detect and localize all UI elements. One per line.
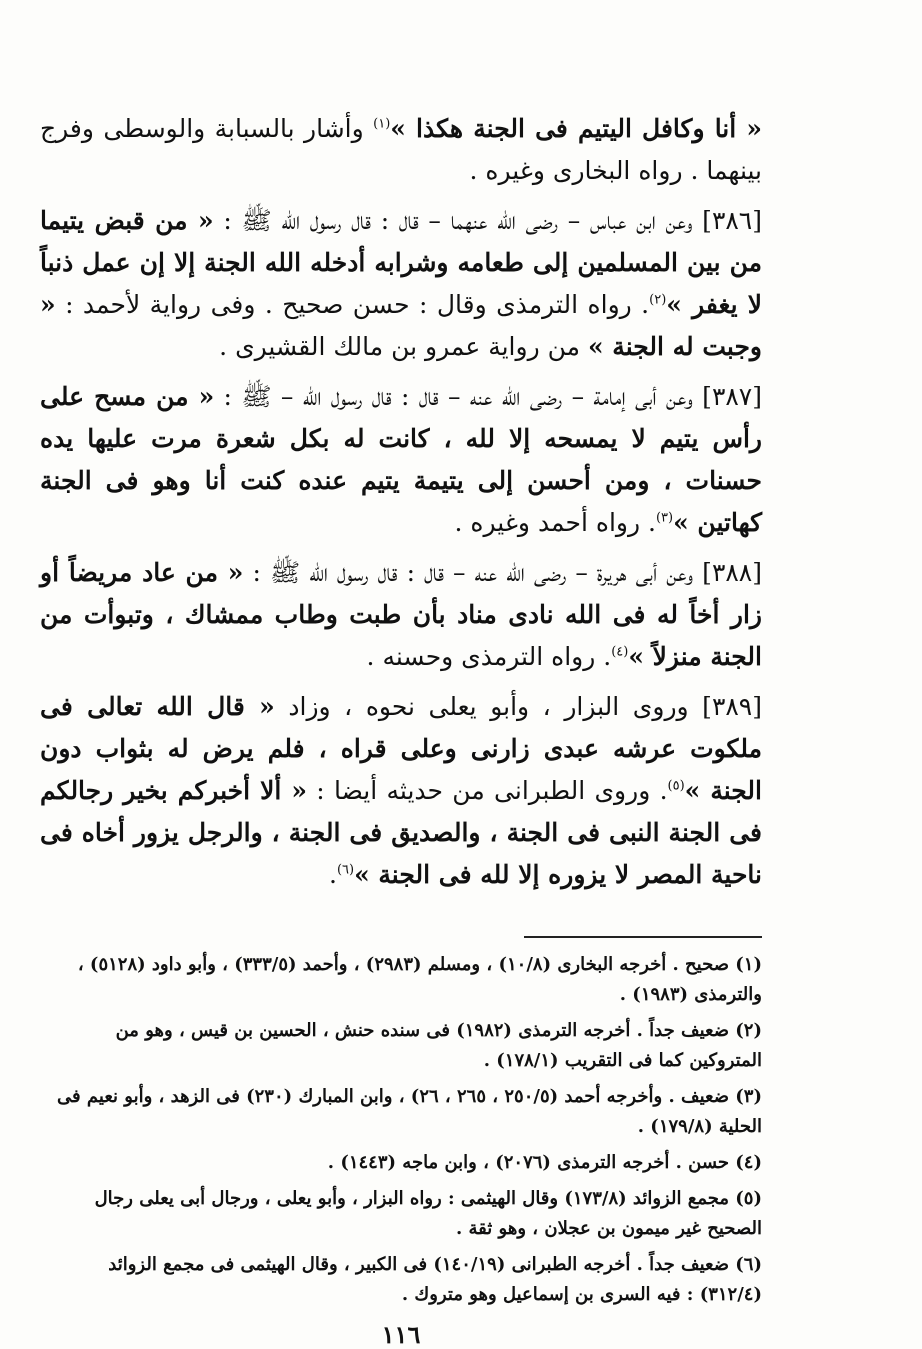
footnote-ref: (٦) bbox=[336, 862, 355, 878]
hadith-quote: « من عاد مريضاً أو زار أخاً له فى الله نادى مناد بأن طبت وطاب ممشاك ، وتبوأت من الجنة منزلاً » bbox=[40, 558, 762, 671]
hadith-quote: « قال الله تعالى فى ملكوت عرشه عبدى زارنى وعلى قراه ، فلم يرض له بثواب دون الجنة » bbox=[40, 692, 762, 805]
paragraph-text: وعن أبى إمامة – رضى الله عنه – قال : قال رسول الله – ﷺ : bbox=[214, 382, 703, 411]
page-number: ١١٦ bbox=[381, 1320, 421, 1349]
paragraph-text: وروى البزار ، وأبو يعلى نحوه ، وزاد bbox=[274, 692, 703, 721]
footnote-5: (٥) مجمع الزوائد (١٧٣/٨) وقال الهيثمى : رواه البزار ، وأبو يعلى ، ورجال أبى يعلى رجال الصحيح غير ميمون بن عجلان ، وهو ثقة . bbox=[94, 1188, 762, 1239]
hadith-quote: « أنا وكافل اليتيم فى الجنة هكذا » bbox=[390, 114, 763, 143]
footnote-ref: (٥) bbox=[667, 778, 685, 794]
paragraph-387 bbox=[40, 376, 762, 544]
footnote-ref: (٣) bbox=[655, 510, 674, 526]
hadith-number: [٣٨٨] bbox=[702, 558, 762, 587]
paragraph-388 bbox=[40, 552, 762, 678]
main-text bbox=[40, 108, 762, 896]
paragraph-389 bbox=[40, 686, 762, 896]
hadith-quote: « من قبض يتيما من بين المسلمين إلى طعامه وشرابه أدخله الله الجنة إلا إن عمل ذنباً لا يغفر » bbox=[40, 206, 763, 319]
footnote-2: (٢) ضعيف جداً . أخرجه الترمذى (١٩٨٢) فى سنده حنش ، الحسين بن قيس ، وهو من المتروكين كما فى التقريب (١٧٨/١) . bbox=[115, 1020, 762, 1071]
paragraph-text: . bbox=[328, 860, 337, 889]
paragraph-text: . رواه الترمذى وحسنه . bbox=[366, 642, 612, 671]
footnote-ref: (٢) bbox=[649, 292, 667, 308]
paragraph-1 bbox=[40, 108, 762, 192]
footnote-ref: (١) bbox=[373, 116, 391, 132]
paragraph-text: وعن أبى هريرة – رضى الله عنه – قال : قال رسول الله ﷺ : bbox=[243, 558, 703, 587]
footnote-4: (٤) حسن . أخرجه الترمذى (٢٠٧٦) ، وابن ماجه (١٤٤٣) . bbox=[327, 1152, 762, 1173]
paragraph-text: وأشار بالسبابة والوسطى وفرج بينهما . رواه البخارى وغيره . bbox=[40, 114, 762, 185]
footnote-3: (٣) ضعيف . وأخرجه أحمد (٢٥٠/٥ ، ٢٦٥ ، ٢٦) ، وابن المبارك (٢٣٠) فى الزهد ، وأبو نعيم فى الحلية (١٧٩/٨) . bbox=[57, 1086, 762, 1137]
hadith-quote: « ألا أخبركم بخير رجالكم فى الجنة النبى فى الجنة ، والصديق فى الجنة ، والرجل يزور أخاه فى ناحية المصر لا يزوره إلا لله فى الجنة » bbox=[40, 776, 762, 889]
hadith-number: [٣٨٦] bbox=[702, 206, 762, 235]
paragraph-text: . وروى الطبرانى من حديثه أيضا : bbox=[306, 776, 668, 805]
footnote-divider bbox=[524, 936, 762, 938]
paragraph-text: . رواه الترمذى وقال : حسن صحيح . وفى رواية لأحمد : bbox=[55, 290, 650, 319]
hadith-number: [٣٨٧] bbox=[702, 382, 762, 411]
footnote-ref: (٤) bbox=[611, 644, 629, 660]
paragraph-386 bbox=[40, 200, 762, 368]
footnote-1: (١) صحيح . أخرجه البخارى (١٠/٨) ، ومسلم (٢٩٨٣) ، وأحمد (٣٣٣/٥) ، وأبو داود (٥١٢٨) ، والترمذى (١٩٨٣) . bbox=[77, 954, 762, 1005]
hadith-number: [٣٨٩] bbox=[702, 692, 762, 721]
paragraph-text: . رواه أحمد وغيره . bbox=[454, 508, 656, 537]
footnotes bbox=[40, 950, 762, 1310]
paragraph-text: وعن ابن عباس – رضى الله عنهما – قال : قال رسول الله ﷺ : bbox=[213, 206, 703, 235]
footnote-6: (٦) ضعيف جداً . أخرجه الطبرانى (١٤٠/١٩) فى الكبير ، وقال الهيثمى فى مجمع الزوائد (٣١٢/٤) : فيه السرى بن إسماعيل وهو متروك . bbox=[108, 1254, 762, 1305]
hadith-quote: « وجبت له الجنة » bbox=[40, 290, 762, 361]
paragraph-text: من رواية عمرو بن مالك القشيرى . bbox=[219, 332, 588, 361]
hadith-quote: « من مسح على رأس يتيم لا يمسحه إلا لله ، كانت له بكل شعرة مرت عليها يده حسنات ، ومن أحسن إلى يتيمة يتيم عنده كنت أنا وهو فى الجنة كهاتين » bbox=[40, 382, 762, 537]
